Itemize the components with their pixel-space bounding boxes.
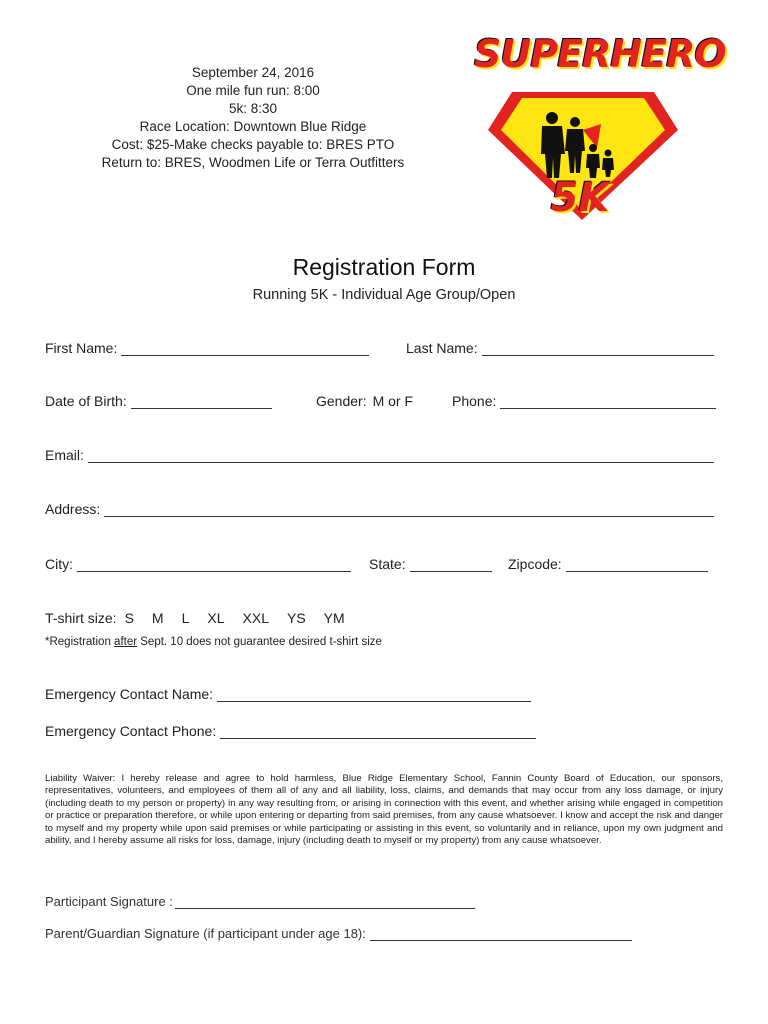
tshirt-note-after: Sept. 10 does not guarantee desired t-shirt size [137,636,382,648]
email-label: Email: [45,447,84,463]
tshirt-size-s[interactable]: S [124,610,134,626]
tshirt-note-underlined: after [114,636,138,648]
participant-signature-field[interactable] [45,894,475,909]
zipcode-line[interactable] [566,557,708,572]
tshirt-size-ys[interactable]: YS [286,610,306,626]
emergency-name-line[interactable] [217,687,531,702]
tshirt-size-label: T-shirt size: [45,610,117,626]
last-name-line[interactable] [482,341,714,356]
form-subtitle: Running 5K - Individual Age Group/Open [252,287,516,303]
guardian-signature-line[interactable] [370,926,632,941]
emergency-name-label: Emergency Contact Name: [45,686,214,702]
first-name-label: First Name: [45,340,118,356]
5k-time: 5k: 8:30 [228,101,278,116]
race-location: Race Location: Downtown Blue Ridge [139,119,367,134]
address-label: Address: [45,501,101,517]
address-line[interactable] [104,502,714,517]
last-name-label: Last Name: [406,340,478,356]
gender-options[interactable]: M or F [372,393,414,409]
emergency-phone-line[interactable] [220,724,536,739]
form-title: Registration Form [292,254,476,280]
state-line[interactable] [410,557,492,572]
logo-title: SUPERHERO [474,32,726,76]
dob-label: Date of Birth: [45,393,127,409]
event-info [60,64,446,172]
logo-5k: 5K [550,175,610,221]
first-name-line[interactable] [121,341,369,356]
phone-line[interactable] [500,394,716,409]
cost-info: Cost: $25-Make checks payable to: BRES PTO [111,137,395,152]
email-line[interactable] [88,448,714,463]
zipcode-field[interactable] [508,556,708,572]
city-line[interactable] [77,557,351,572]
state-label: State: [369,556,406,572]
tshirt-size-field[interactable] [45,610,345,626]
tshirt-size-ym[interactable]: YM [323,610,345,626]
state-field[interactable] [369,556,492,572]
superhero-5k-logo [470,30,726,230]
participant-signature-label: Participant Signature : [45,894,173,909]
tshirt-size-xl[interactable]: XL [207,610,225,626]
gender-label: Gender: [316,393,367,409]
city-label: City: [45,556,73,572]
zipcode-label: Zipcode: [508,556,562,572]
email-field[interactable] [45,447,714,463]
return-info: Return to: BRES, Woodmen Life or Terra Outfitters [101,155,405,170]
tshirt-note-before: *Registration [45,636,115,648]
event-date: September 24, 2016 [191,65,315,80]
tshirt-size-m[interactable]: M [151,610,164,626]
tshirt-size-l[interactable]: L [181,610,190,626]
fun-run-time: One mile fun run: 8:00 [186,83,320,98]
emergency-phone-label: Emergency Contact Phone: [45,723,217,739]
first-name-field[interactable] [45,340,369,356]
dob-line[interactable] [131,394,272,409]
tshirt-note [45,636,382,648]
guardian-signature-label: Parent/Guardian Signature (if participant under age 18): [45,926,366,941]
gender-field[interactable] [316,393,413,409]
last-name-field[interactable] [406,340,714,356]
city-field[interactable] [45,556,351,572]
phone-label: Phone: [452,393,497,409]
emergency-phone-field[interactable] [45,723,536,739]
address-field[interactable] [45,501,714,517]
guardian-signature-field[interactable] [45,926,632,941]
tshirt-size-xxl[interactable]: XXL [242,610,269,626]
participant-signature-line[interactable] [175,894,475,909]
dob-field[interactable] [45,393,272,409]
emergency-name-field[interactable] [45,686,531,702]
phone-field[interactable] [452,393,716,409]
liability-waiver: Liability Waiver: I hereby release and agree to hold harmless, Blue Ridge Elementary School, Fannin County Board of Education, our sponsors, representatives, volunteers, and employees of them all of any and all liability, loss, claims, and demands that may occur from any loss damage, or injury (including death to my person or property) in any way resulting from, or arising in connection with this event, and whether arising while engaged in competition or practice or preparation therefore, or while upon entering or departing from said premises, from any cause whatsoever. I know and accept the risk and danger to myself and my property while upon said premises or while participating or assisting in this event, so voluntarily and in reliance, upon my own judgment and ability, and I hereby assume all risks for loss, damage, injury (including death to myself or my property) from any cause whatsoever. [45,773,723,847]
